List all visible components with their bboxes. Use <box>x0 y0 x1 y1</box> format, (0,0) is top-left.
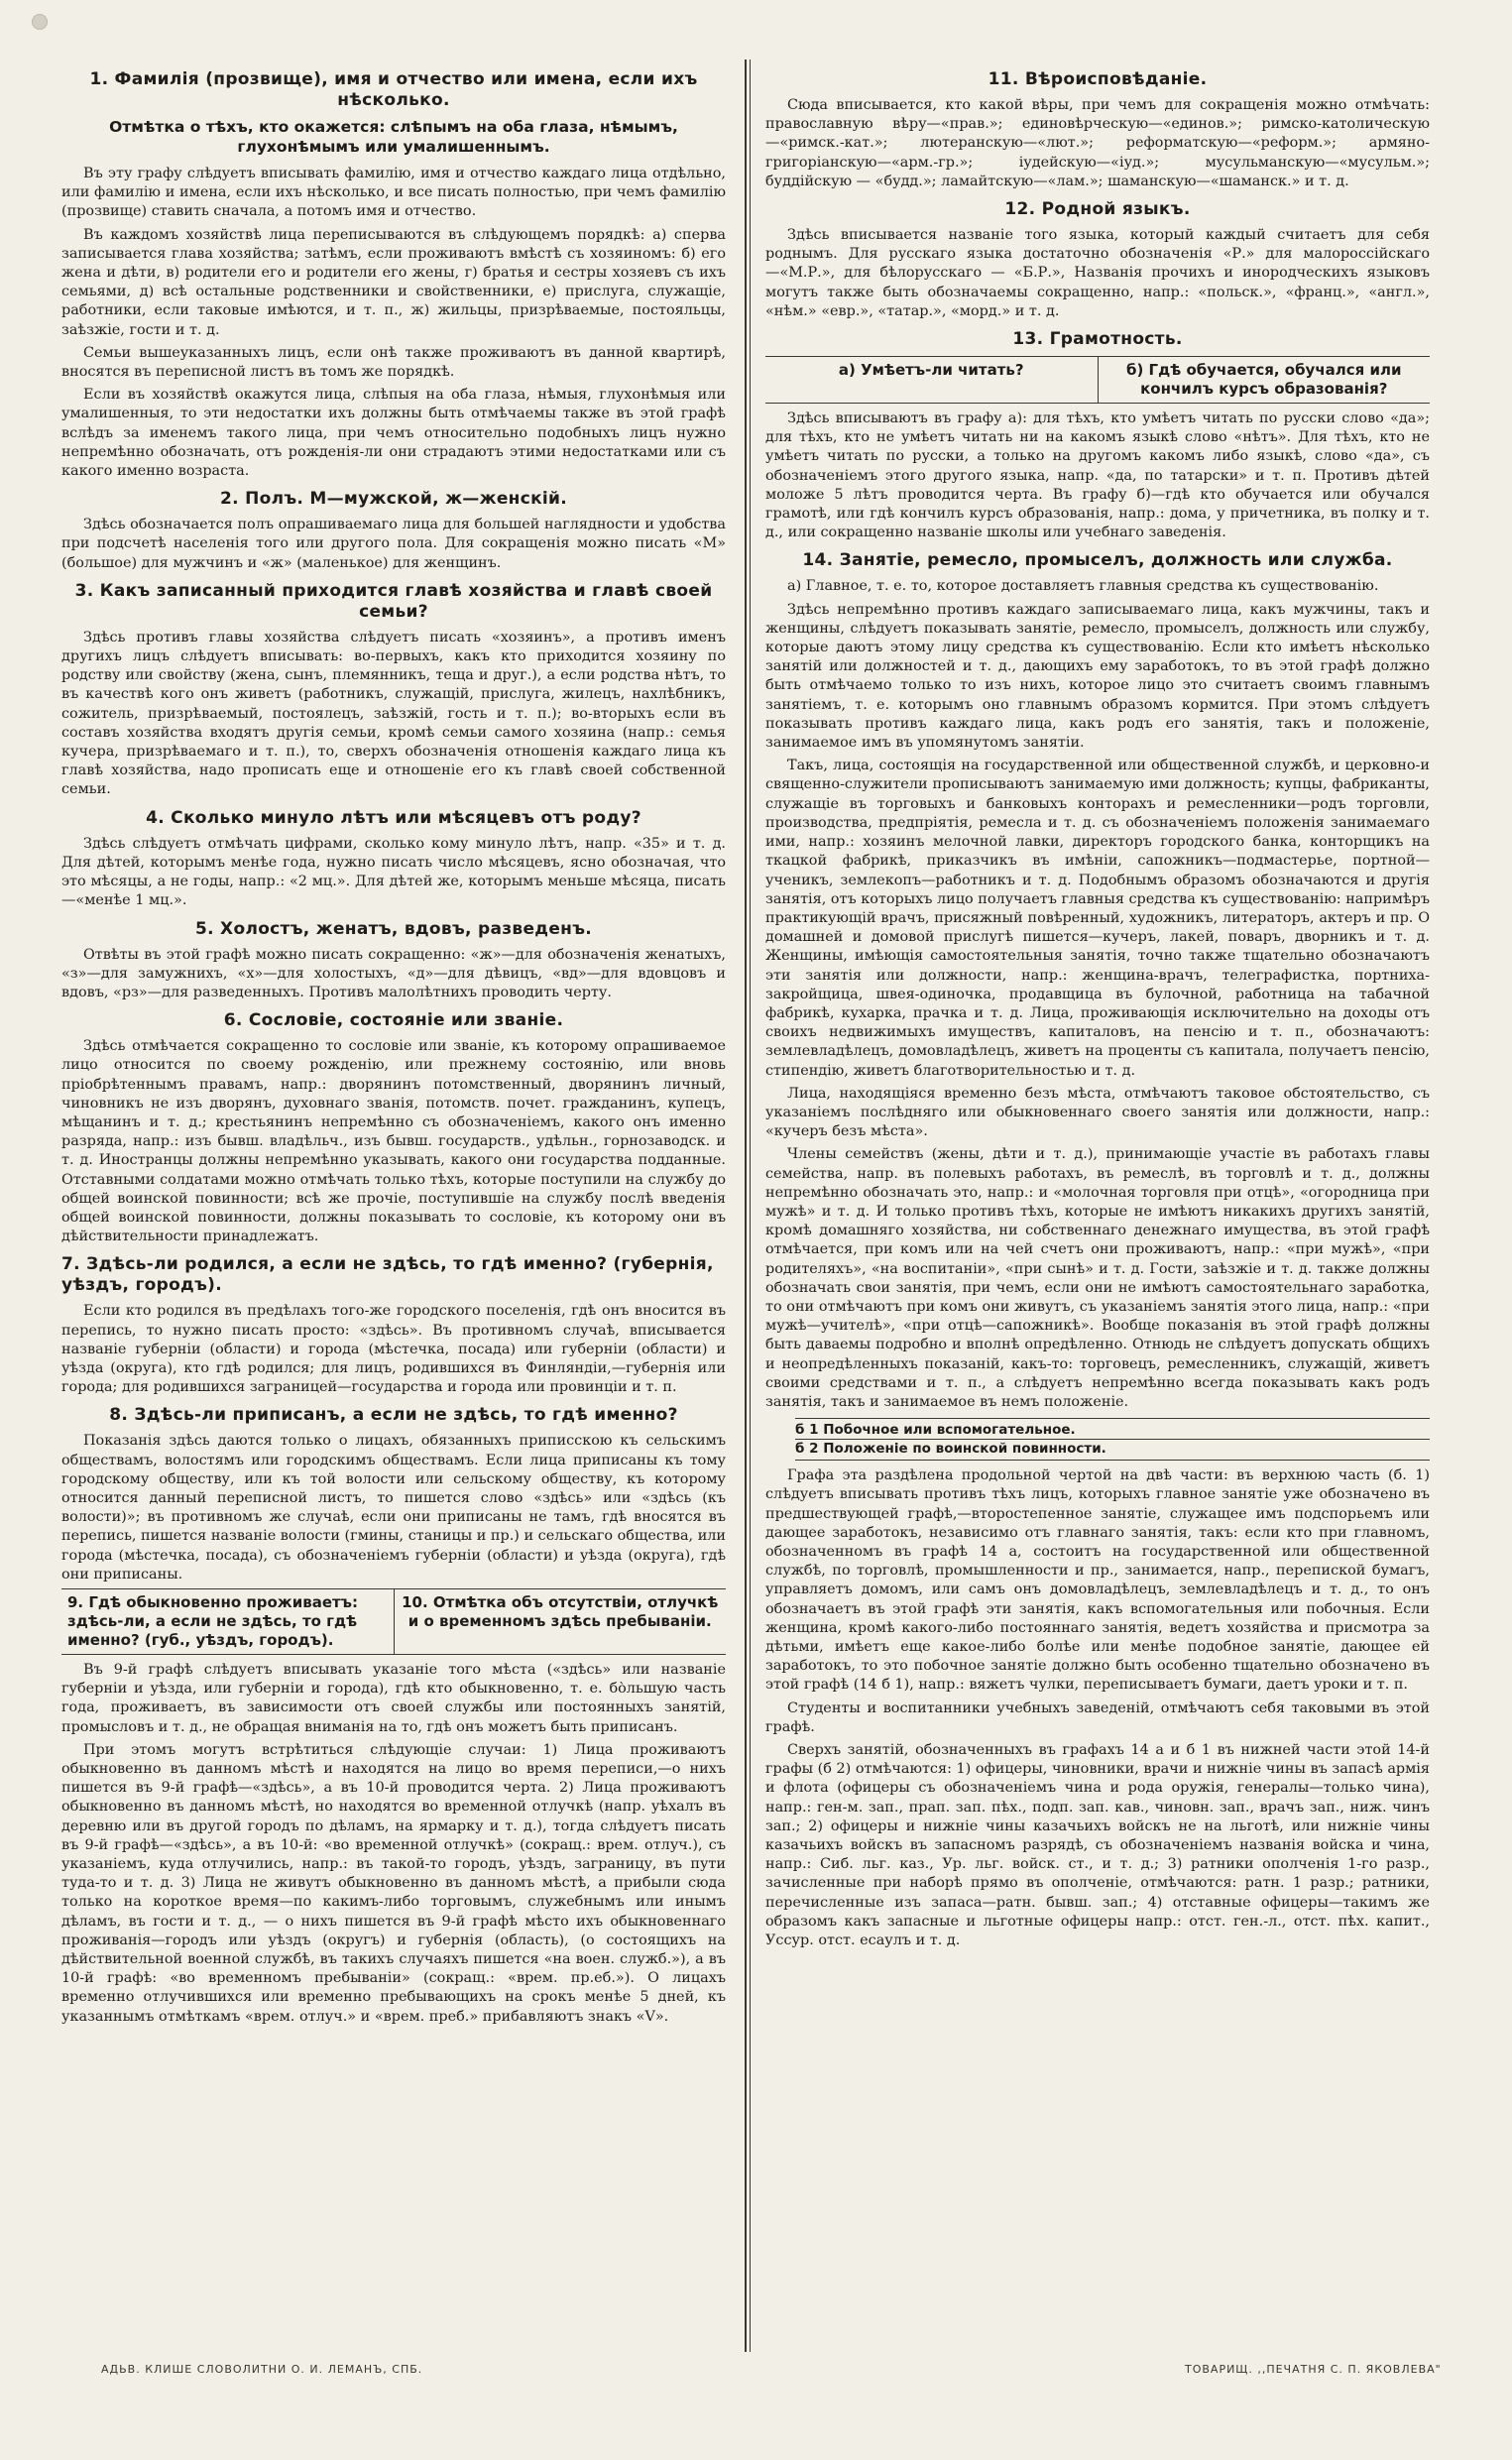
section-14b-subheader <box>795 1418 1430 1461</box>
paragraph: Лица, находящіяся временно безъ мѣста, отмѣчаютъ таковое обстоятельство, съ указаніемъ послѣдняго или обыкновеннаго своего занятія или должности, напр.: «кучеръ безъ мѣста». <box>765 1085 1430 1140</box>
section-13-subheader <box>765 356 1430 404</box>
literacy-col-b: б) Гдѣ обучается, обучался или кончилъ курсъ образованія? <box>1098 357 1431 403</box>
paragraph: Здѣсь противъ главы хозяйства слѣдуетъ писать «хозяинъ», а противъ именъ другихъ лицъ слѣдуетъ вписывать: во-первыхъ, какъ кто приходится хозяину по родству или свойству (жена, сынъ, племянникъ, теща и друг.), а если родства нѣтъ, то въ качествѣ кого онъ живетъ (работникъ, служащій, прислуга, жилецъ, нахлѣбникъ, сожитель, призрѣваемый, постоялецъ, заѣзжій, гость и т. п.); во-вторыхъ если въ составъ хозяйства входятъ другія семьи, кромѣ семьи самого хозяина (напр.: семья кучера, призрѣваемаго и т. п.), то, сверхъ обозначенія отношенія каждаго лица къ главѣ хозяйства, надо прописать еще и отношеніе его къ главѣ своей собственной семьи. <box>61 629 726 798</box>
section-5-title: 5. Холостъ, женатъ, вдовъ, разведенъ. <box>194 918 593 939</box>
section-4-title: 4. Сколько минуло лѣтъ или мѣсяцевъ отъ роду? <box>146 807 641 828</box>
section-9-10-header <box>61 1588 726 1655</box>
paragraph: Показанія здѣсь даются только о лицахъ, обязанныхъ приписскою къ сельскимъ обществамъ, волостямъ или городскимъ обществамъ. Если лица приписаны къ тому городскому обществу, или къ той волости или сельскому обществу, къ которому относится данный переписной листъ, то пишется слово «здѣсь» или «здѣсь (къ волости)»; въ противномъ же случаѣ, если они приписаны не тамъ, гдѣ вносятся въ перепись, пишется названіе волости (гмины, станицы и пр.) и сельскаго общества, или города (мѣстечка, посада), съ обозначеніемъ губерніи (области) и уѣзда (округа), гдѣ они приписаны. <box>61 1433 726 1582</box>
paragraph: При этомъ могутъ встрѣтиться слѣдующіе случаи: 1) Лица проживаютъ обыкновенно въ данномъ мѣстѣ и находятся на лицо во время переписи,—о нихъ пишется въ 9-й графѣ—«здѣсь», а въ 10-й проводится черта. 2) Лица проживаютъ обыкновенно въ данномъ мѣстѣ, но находятся во временной отлучкѣ (напр. уѣхалъ въ деревню или въ другой городъ по дѣламъ, на ярмарку и т. д.), тогда слѣдуетъ писать въ 9-й графѣ—«здѣсь», а въ 10-й: «во временной отлучкѣ» (сокращ.: врем. отлуч.), съ указаніемъ, куда отлучились, напр.: въ такой-то городъ, уѣздъ, заграницу, въ пути туда-то и т. д. 3) Лица не живутъ обыкновенно въ данномъ мѣстѣ, а прибыли сюда только на короткое время—по какимъ-либо торговымъ, служебнымъ или инымъ дѣламъ, въ гости и т. д., — о нихъ пишется въ 9-й графѣ мѣсто ихъ обыкновеннаго проживанія—городъ или уѣздъ (округъ) и губернія (область), (о состоящихъ на дѣйствительной военной службѣ, въ такихъ случаяхъ пишется «на воен. служб.»), а въ 10-й графѣ: «во временномъ пребываніи» (сокращ.: «врем. пр.еб.»). О лицахъ временно отлучившихся или временно пребывающихъ на срокъ менѣе 5 дней, къ указаннымъ отмѣткамъ «врем. отлуч.» и «врем. преб.» прибавляютъ знакъ «V». <box>61 1741 726 2025</box>
paragraph: Здѣсь слѣдуетъ отмѣчать цифрами, сколько кому минуло лѣтъ, напр. «35» и т. д. Для дѣтей, которымъ менѣе года, нужно писать число мѣсяцевъ, ясно обозначая, что это мѣсяцы, а не годы, напр.: «2 мц.». Для дѣтей же, которымъ меньше мѣсяца, писать—«менѣе 1 мц.». <box>61 835 726 909</box>
punch-hole <box>32 14 48 30</box>
paragraph: Такъ, лица, состоящія на государственной или общественной службѣ, и церковно-и священно-служители прописываютъ занимаемую ими должность; купцы, фабриканты, служащіе въ торговыхъ и банковыхъ конторахъ и ремесленники—родъ торговли, производства, предпріятія, ремесла и т. д. съ обозначеніемъ положенія занимаемаго ими, напр.: хозяинъ мелочной лавки, директоръ городского банка, конторщикъ на ткацкой фабрикѣ, приказчикъ въ имѣніи, сапожникъ—подмастерье, портной—ученикъ, землекопъ—работникъ и т. д. Подобнымъ образомъ обозначаются и другія занятія, отъ которыхъ лицо получаетъ главныя средства къ существованію: напримѣръ практикующій врачъ, присяжный повѣренный, художникъ, литераторъ, актеръ и пр. О домашней и домовой прислугѣ пишется—кучеръ, лакей, поваръ, дворникъ и т. д. Женщины, имѣющія самостоятельныя занятія, точно также тщательно обозначаютъ эти занятія или должности, напр.: женщина-врачъ, телеграфистка, портниха-закройщица, швея-одиночка, продавщица въ булочной, работница на табачной фабрикѣ, кухарка, прачка и т. д. Лица, проживающія исключительно на доходы отъ своихъ недвижимыхъ имуществъ, капиталовъ, на пенсію и т. п., обозначаютъ: землевладѣлецъ, домовладѣлецъ, живетъ на проценты съ капитала, получаетъ пенсію, стипендію, живетъ благотворительностью и т. д. <box>765 758 1430 1079</box>
column-divider <box>750 59 751 2352</box>
paragraph: Сюда вписывается, кто какой вѣры, при чемъ для сокращенія можно отмѣчать: православную вѣру—«прав.»; единовѣрческую—«единов.»; римско-католическую—«римск.-кат.»; лютеранскую—«лют.»; реформатскую—«реформ.»; армяно-григоріанскую—«арм.-гр.»; іудейскую—«іуд.»; мусульманскую—«мусульм.»; буддійскую — «будд.»; ламайтскую—«лам.»; шаманскую—«шаманск.» и т. д. <box>765 97 1430 189</box>
paragraph: Графа эта раздѣлена продольной чертой на двѣ части: въ верхнюю часть (б. 1) слѣдуетъ вписывать противъ тѣхъ лицъ, которыхъ главное занятіе уже обозначено въ предшествующей графѣ,—второстепенное занятіе, служащее имъ подспорьемъ или дающее заработокъ, независимо отъ главнаго занятія, такъ: если кто при главномъ, обозначенномъ въ графѣ 14 а, состоитъ на государственной или общественной службѣ, по торговлѣ, промышленности и пр., занимается, напр., перепиской бумагъ, управляетъ домомъ, или самъ онъ домовладѣлецъ, землевладѣлецъ и т. д., то онъ обозначаетъ въ этой графѣ эти занятія, какъ вспомогательныя или побочныя. Если женщина, кромѣ какого-либо постояннаго занятія, ведетъ хозяйства и присмотра за дѣтьми, имѣетъ еще какое-либо болѣе или менѣе подобное занятіе, дающее ей заработокъ, то это побочное занятіе должно быть особенно тщательно обозначено въ этой графѣ (14 б 1), напр.: вяжетъ чулки, переписываетъ бумаги, даетъ уроки и т. п. <box>765 1467 1430 1694</box>
paragraph: Сверхъ занятій, обозначенныхъ въ графахъ 14 а и б 1 въ нижней части этой 14-й графы (б 2) отмѣчаются: 1) офицеры, чиновники, врачи и нижніе чины въ запасѣ армія и флота (офицеры съ обозначеніемъ чина и рода оружія, генералы—только чина), напр.: ген-м. зап., прап. зап. пѣх., подп. зап. кав., чиновн. зап., врачъ зап., ниж. чинъ зап.; 2) офицеры и нижніе чины казачьихъ войскъ не на льготѣ, или нижніе чины казачьихъ войскъ въ запасномъ разрядѣ, съ обозначеніемъ названія войска и чина, напр.: Сиб. льг. каз., Ур. льг. войск. ст., и т. д.; 3) ратники ополченія 1-го разр., зачисленные при наборѣ прямо въ ополченіе, отмѣчаются: ратн. 1 разр.; ратники, перечисленные изъ запаса—ратн. бывш. зап.; 4) отставные офицеры—такимъ же образомъ какъ запасные и льготные офицеры напр.: отст. ген.-л., отст. пѣх. капит., Уссур. отст. есаулъ и т. д. <box>765 1742 1430 1949</box>
section-1-title: 1. Фамилія (прозвище), имя и отчество или имена, если ихъ нѣсколько. <box>89 69 698 110</box>
section-1-subtitle: Отмѣтка о тѣхъ, кто окажется: слѣпымъ на оба глаза, нѣмымъ, глухонѣмымъ или умалишеннымъ. <box>109 118 678 156</box>
paragraph: а) Главное, т. е. то, которое доставляетъ главныя средства къ существованію. <box>787 578 1379 595</box>
section-11-title: 11. Вѣроисповѣданіе. <box>988 69 1208 89</box>
literacy-col-a: а) Умѣетъ-ли читать? <box>838 361 1024 380</box>
right-column <box>765 61 1430 2352</box>
paragraph: Семьи вышеуказанныхъ лицъ, если онѣ также проживаютъ въ данной квартирѣ, вносятся въ переписной листъ въ томъ же порядкѣ. <box>61 344 726 381</box>
section-6-title: 6. Сословіе, состояніе или званіе. <box>223 1010 564 1031</box>
section-8-title: 8. Здѣсь-ли приписанъ, а если не здѣсь, то гдѣ именно? <box>109 1405 678 1426</box>
printer-credit-left: АДЬВ. КЛИШЕ СЛОВОЛИТНИ О. И. ЛЕМАНЪ, СПБ. <box>101 2363 423 2376</box>
section-12-title: 12. Родной языкъ. <box>1004 199 1191 220</box>
paragraph: Здѣсь непремѣнно противъ каждаго записываемаго лица, какъ мужчины, такъ и женщины, слѣдуетъ показывать занятіе, ремесло, промыселъ, должность или службу, которые даютъ этому лицу средства къ существованію. Если кто имѣетъ нѣсколько занятій или должностей и т. д., дающихъ ему заработокъ, то въ этой графѣ должно быть отмѣчаемо только то изъ нихъ, которое лицо это считаетъ своимъ главнымъ занятіемъ, т. е. которымъ оно главнымъ образомъ кормится. При этомъ слѣдуетъ показывать противъ каждаго лица, какъ родъ его занятія, такъ и положеніе, занимаемое имъ въ упомянутомъ занятіи. <box>765 601 1430 752</box>
column-divider <box>745 59 747 2352</box>
paragraph: Здѣсь вписывается названіе того языка, который каждый считаетъ для себя роднымъ. Для русскаго языка достаточно обозначенія «Р.» для малороссійскаго—«М.Р.», для бѣлорусскаго — «Б.Р.», Названія прочихъ и инородческихъ языковъ могутъ также быть обозначаемы сокращенно, напр.: «польск.», «франц.», «англ.», «нѣм.» «евр.», «татар.», «морд.» и т. д. <box>765 227 1430 319</box>
paragraph: Члены семействъ (жены, дѣти и т. д.), принимающіе участіе въ работахъ главы семейства, напр. въ полевыхъ работахъ, въ ремеслѣ, въ торговлѣ и т. д., должны непремѣнно обозначать это, напр.: и «молочная торговля при отцѣ», «огородница при мужѣ» и т. д. И только противъ тѣхъ, которые не имѣютъ никакихъ другихъ занятій, кромѣ домашняго хозяйства, ни собственнаго денежнаго имущества, въ этой графѣ отмѣчается, при комъ или на чей счетъ они проживаютъ, напр.: «при мужѣ», «при родителяхъ», «на воспитаніи», «при сынѣ» и т. д. Гости, заѣзжіе и т. д. также должны обозначать свои занятія, при чемъ, если они не имѣютъ самостоятельнаго заработка, то они отмѣчаютъ при комъ они живутъ, съ указаніемъ занятія этого лица, напр.: «при мужѣ—учителѣ», «при отцѣ—сапожникѣ». Вообще показанія въ этой графѣ должны быть даваемы подробно и вполнѣ опредѣленно. Отнюдь не слѣдуетъ допускать общихъ и неопредѣленныхъ показаній, какъ-то: торговецъ, ремесленникъ, служащій, живетъ своими средствами и т. п., а слѣдуетъ непремѣнно всегда показывать какъ родъ занятія, такъ и занимаемое въ немъ положеніе. <box>765 1146 1430 1410</box>
printer-credit-right: ТОВАРИЩ. ,,ПЕЧАТНЯ С. П. ЯКОВЛЕВА" <box>1185 2363 1442 2376</box>
paragraph: Въ 9-й графѣ слѣдуетъ вписывать указаніе того мѣста («здѣсь» или названіе губерніи и уѣзда, или губерніи и города), гдѣ кто обыкновенно, т. е. бо̀льшую часть года, проживаетъ, въ зависимости отъ своей службы или постоянныхъ занятій, промысловъ и т. д., не обращая вниманія на то, гдѣ онъ можетъ быть приписанъ. <box>61 1661 726 1735</box>
paragraph: Здѣсь обозначается полъ опрашиваемаго лица для большей наглядности и удобства при подсчетѣ населенія того или другого пола. Для сокращенія можно писать «М» (большое) для мужчинъ и «ж» (маленькое) для женщинъ. <box>61 517 726 571</box>
section-3-title: 3. Какъ записанный приходится главѣ хозяйства и главѣ своей семьи? <box>74 580 713 622</box>
section-13-title: 13. Грамотность. <box>1012 329 1183 350</box>
section-14b1-title: б 1 Побочное или вспомогательное. <box>795 1422 1076 1439</box>
paragraph: Въ каждомъ хозяйствѣ лица переписываются въ слѣдующемъ порядкѣ: а) сперва записывается глава хозяйства; затѣмъ, если проживаютъ вмѣстѣ съ хозяиномъ: б) его жена и дѣти, в) родители его и родители его жены, г) братья и сестры хозяевъ съ ихъ семьями, д) всѣ остальные родственники и свойственники, е) прислуга, служащіе, работники, если таковые имѣются, и т. п., ж) жильцы, призрѣваемые, постояльцы, заѣзжіе, гости и т. д. <box>61 226 726 338</box>
section-7-title: 7. Здѣсь-ли родился, а если не здѣсь, то гдѣ именно? (губернія, уѣздъ, городъ). <box>61 1254 714 1296</box>
section-2-title: 2. Полъ. М—мужской, ж—женскій. <box>219 489 568 510</box>
section-9-title: 9. Гдѣ обыкновенно проживаетъ: здѣсь-ли, а если не здѣсь, то гдѣ именно? (губ., уѣздъ, городъ). <box>67 1592 358 1649</box>
paragraph: Студенты и воспитанники учебныхъ заведеній, отмѣчаютъ себя таковыми въ этой графѣ. <box>765 1699 1430 1735</box>
section-10-title: 10. Отмѣтка объ отсутствіи, отлучкѣ и о временномъ здѣсь пребываніи. <box>394 1589 727 1654</box>
section-14-title: 14. Занятіе, ремесло, промыселъ, должность или служба. <box>802 550 1393 571</box>
paragraph: Въ эту графу слѣдуетъ вписывать фамилію, имя и отчество каждаго лица отдѣльно, или фамилію и имена, если ихъ нѣсколько, и все писать полностью, при чемъ фамилію (прозвище) ставить сначала, а потомъ имя и отчество. <box>61 166 726 220</box>
section-14b2-title: б 2 Положеніе по воинской повинности. <box>795 1439 1430 1458</box>
paragraph: Если въ хозяйствѣ окажутся лица, слѣпыя на оба глаза, нѣмыя, глухонѣмыя или умалишенныя, то эти недостатки ихъ должны быть отмѣчаемы также въ этой графѣ вслѣдъ за именемъ такого лица, при чемъ относительно подобныхъ лицъ нужно непремѣнно обозначать, отъ рожденія-ли они страдаютъ этими недостатками или съ какого именно возраста. <box>61 387 726 480</box>
left-column <box>61 61 726 2352</box>
paragraph: Отвѣты въ этой графѣ можно писать сокращенно: «ж»—для обозначенія женатыхъ, «з»—для замужнихъ, «х»—для холостыхъ, «д»—для дѣвицъ, «вд»—для вдовцовъ и вдовъ, «рз»—для разведенныхъ. Противъ малолѣтнихъ проводить черту. <box>61 946 726 1000</box>
paragraph: Здѣсь вписываютъ въ графу а): для тѣхъ, кто умѣетъ читать по русски слово «да»; для тѣхъ, кто не умѣетъ читать ни на какомъ языкѣ слово «нѣтъ». Для тѣхъ, кто не умѣетъ читать по русски, а только на другомъ какомъ либо языкѣ, слово «да», съ обозначеніемъ этого другого языка, напр. «да, по татарски» и т. п. Противъ дѣтей моложе 5 лѣтъ проводится черта. Въ графу б)—гдѣ кто обучается или обучался грамотѣ, или гдѣ кончилъ курсъ образованія, напр.: дома, у причетника, въ полку и т. д., или сокращенно названіе школы или учебнаго заведенія. <box>765 410 1430 541</box>
paragraph: Если кто родился въ предѣлахъ того-же городского поселенія, гдѣ онъ вносится въ перепись, то нужно писать просто: «здѣсь». Въ противномъ случаѣ, вписывается названіе губерніи (области) и города (мѣстечка, посада) или губерніи (области) и уѣзда (округа), кто гдѣ родился; для лицъ, родившихся въ Финляндіи,—губернія или города; для родившихся заграницей—государства и города или провинціи и т. п. <box>61 1303 726 1396</box>
paragraph: Здѣсь отмѣчается сокращенно то сословіе или званіе, къ которому опрашиваемое лицо относится по своему рожденію, или прежнему состоянію, или вновь пріобрѣтеннымъ правамъ, напр.: дворянинъ потомственный, дворянинъ личный, чиновникъ не изъ дворянъ, духовнаго званія, потомств. почет. гражданинъ, купецъ, мѣщанинъ и т. д.; крестьянинъ непремѣнно съ обозначеніемъ, какого онъ именно разряда, напр.: изъ бывш. владѣльч., изъ бывш. государств., удѣльн., горнозаводск. и т. д. Иностранцы должны непремѣнно указывать, какого они государства подданные. Отставными солдатами можно отмѣчать только тѣхъ, которые поступили на службу до общей воинской повинности; всѣ же прочіе, поступившіе на службу послѣ введенія общей воинской повинности, должны показывать то сословіе, къ которому они въ дѣйствительности принадлежатъ. <box>61 1038 726 1245</box>
